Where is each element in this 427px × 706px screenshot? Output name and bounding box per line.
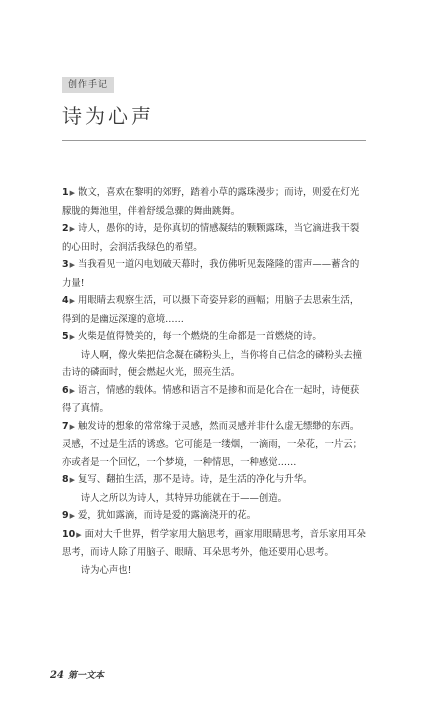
paragraph-number: 4	[62, 295, 69, 306]
triangle-marker-icon: ▶	[69, 512, 76, 520]
paragraph-text: 语言，情感的载体。情感和语言不是掺和而是化合在一起时，诗便获得了真情。	[62, 384, 360, 414]
section-tag: 创作手记	[62, 77, 114, 93]
paragraph-text: 散文，喜欢在黎明的郊野，踏着小草的露珠漫步；而诗，则爱在灯光朦胧的舞池里，伴着舒缓急骤的舞曲跳舞。	[62, 187, 360, 217]
triangle-marker-icon: ▶	[76, 530, 82, 539]
paragraph-6	[62, 382, 366, 418]
paragraph-8	[62, 471, 366, 490]
paragraph-number: 10	[62, 528, 76, 540]
paragraph-7	[62, 418, 366, 472]
paragraph-text: 用眼睛去观察生活，可以摄下奇姿异彩的画幅；用脑子去思索生活，得到的是幽远深邃的意境……	[62, 295, 360, 325]
book-name: 第一文本	[67, 671, 104, 681]
triangle-marker-icon: ▶	[69, 261, 76, 269]
paragraph-9	[62, 507, 366, 526]
paragraph-text: 触发诗的想象的常常缘于灵感，然而灵感并非什么虚无缥缈的东西。灵感，不过是生活的诱惑。它可能是一缕烟，一滴雨，一朵花，一片云；亦或者是一个回忆，一个梦境，一种情思，一种感觉……	[62, 420, 363, 468]
triangle-marker-icon: ▶	[69, 189, 76, 197]
paragraph-number: 7	[62, 420, 69, 432]
paragraph-number: 6	[62, 384, 69, 396]
paragraph-10	[62, 526, 366, 562]
paragraph-number: 8	[62, 474, 69, 485]
article-body	[62, 184, 366, 579]
paragraph-5	[62, 328, 366, 347]
triangle-marker-icon: ▶	[69, 297, 76, 305]
paragraph-number: 9	[62, 510, 69, 521]
paragraph-text: 火柴是值得赞美的，每一个燃烧的生命都是一首燃烧的诗。	[78, 331, 322, 342]
triangle-marker-icon: ▶	[69, 422, 76, 431]
paragraph-number: 2	[62, 223, 69, 234]
paragraph-8-continued: 诗人之所以为诗人，其特异功能就在于——创造。	[80, 492, 288, 504]
paragraph-text: 复写、翻拍生活，那不是诗。诗，是生活的净化与升华。	[78, 474, 313, 485]
page-number: 24	[50, 670, 64, 681]
paragraph-text: 面对大千世界，哲学家用大脑思考，画家用眼睛思考，音乐家用耳朵思考，而诗人除了用脑子、眼睛、耳朵思考外，他还要用心思考。	[62, 528, 366, 558]
triangle-marker-icon: ▶	[69, 333, 76, 341]
paragraph-5-continued: 诗人啊，像火柴把信念凝在磷粉头上，当你将自己信念的磷粉头去撞击诗的磷面时，便会燃起火光，照亮生活。	[62, 349, 363, 378]
paragraph-text: 诗人，愚你的诗，是你真切的情感凝结的颗颗露珠，当它滴进我干裂的心田时，会润活我绿色的希望。	[62, 223, 360, 253]
paragraph-1	[62, 184, 366, 220]
paragraph-4	[62, 292, 366, 328]
paragraph-number: 5	[62, 331, 69, 342]
triangle-marker-icon: ▶	[69, 225, 76, 233]
paragraph-number: 1	[62, 187, 69, 198]
page-title: 诗为心声	[62, 104, 154, 128]
triangle-marker-icon: ▶	[69, 386, 76, 395]
closing-line: 诗为心声也!	[80, 564, 132, 576]
page-footer	[50, 668, 104, 681]
paragraph-number: 3	[62, 259, 69, 270]
paragraph-2	[62, 220, 366, 256]
paragraph-text: 爱，犹如露滴，而诗是爱的露滴浇开的花。	[78, 510, 257, 521]
title-divider	[62, 140, 366, 141]
paragraph-text: 当我看见一道闪电划破天幕时，我仿佛听见轰隆隆的雷声——蓄含的力量!	[62, 259, 360, 289]
triangle-marker-icon: ▶	[69, 476, 76, 484]
paragraph-3	[62, 256, 366, 292]
